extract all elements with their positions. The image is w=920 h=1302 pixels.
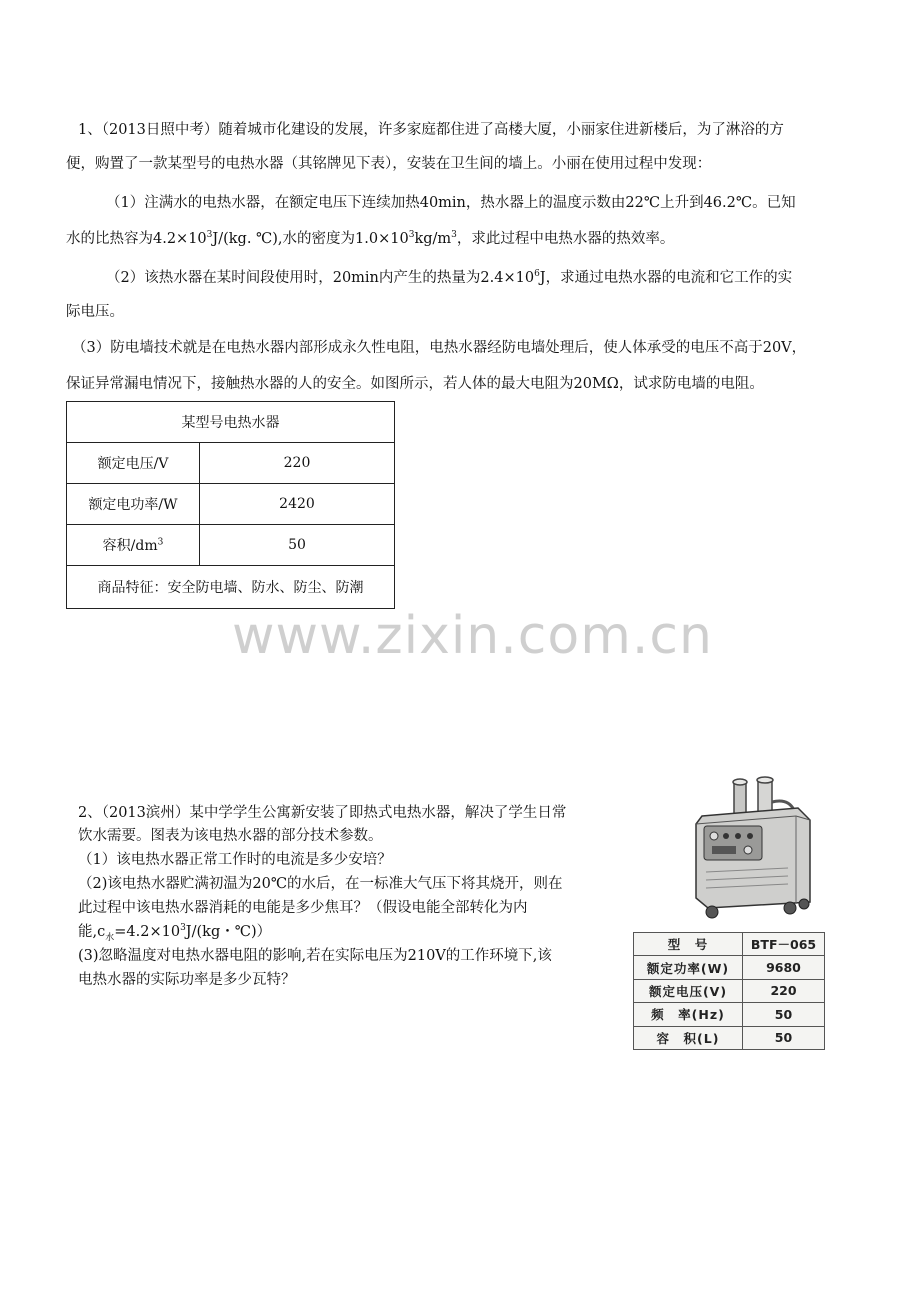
nameplate-footer: 商品特征：安全防电墙、防水、防尘、防潮 — [67, 566, 395, 609]
q1-sub2-line-2: 际电压。 — [66, 304, 124, 320]
watermark: www.zixin.com.cn — [232, 606, 713, 666]
spec-label: 容 积(L) — [634, 1026, 743, 1049]
spec-label: 频 率(Hz) — [634, 1003, 743, 1026]
spec-value: 9680 — [743, 956, 825, 979]
spec-label: 额定电压(V) — [634, 979, 743, 1002]
spec-value: BTF－065 — [743, 933, 825, 956]
q2-line-1: 2、（2013滨州）某中学学生公寓新安装了即热式电热水器，解决了学生日常 — [78, 805, 567, 821]
nameplate-table — [66, 401, 395, 609]
nameplate-label: 额定电功率/W — [67, 484, 200, 525]
q1-sub2-line-1: （2）该热水器在某时间段使用时，20min内产生的热量为$2.4\times 10^6J$，求通过电热水器的电流和它工作的实 — [106, 269, 793, 286]
q2-sub3-line-1: (3)忽略温度对电热水器电阻的影响,若在实际电压为210V的工作环境下,该 — [78, 948, 552, 964]
spec-label: 型 号 — [634, 933, 743, 956]
nameplate-value: 220 — [200, 443, 395, 484]
spec-value: 50 — [743, 1003, 825, 1026]
spec-value: 220 — [743, 979, 825, 1002]
nameplate-value: 2420 — [200, 484, 395, 525]
q2-line-2: 饮水需要。图表为该电热水器的部分技术参数。 — [78, 828, 383, 844]
nameplate-value: 50 — [200, 525, 395, 566]
spec-value: 50 — [743, 1026, 825, 1049]
q1-sub1-line-1: （1）注满水的电热水器，在额定电压下连续加热40min，热水器上的温度示数由22℃上升到46.2℃。已知 — [106, 195, 796, 211]
spec-label: 额定功率(W) — [634, 956, 743, 979]
q1-sub3-line-2: 保证异常漏电情况下，接触热水器的人的安全。如图所示，若人体的最大电阻为20MΩ，试求防电墙的电阻。 — [66, 376, 764, 392]
nameplate-label: 容积$/dm^3$ — [67, 525, 200, 566]
q1-sub1-line-2: 水的比热容为$4.2\times 10^3J/(kg$. ℃),水的密度为$1.0\times 10^3kg/m^3$，求此过程中电热水器的热效率。 — [66, 230, 675, 247]
q1-line-1: 1、（2013日照中考）随着城市化建设的发展，许多家庭都住进了高楼大厦，小丽家住进新楼后，为了淋浴的方 — [78, 122, 784, 138]
q2-sub2-line-1: （2)该电热水器贮满初温为20℃的水后，在一标准大气压下将其烧开，则在 — [78, 876, 563, 892]
q2-sub1: （1）该电热水器正常工作时的电流是多少安培？ — [78, 852, 392, 868]
spec-table — [633, 932, 825, 1050]
q1-sub3-line-1: （3）防电墙技术就是在电热水器内部形成永久性电阻，电热水器经防电墙处理后，使人体承受的电压不高于20V， — [72, 340, 807, 356]
water-heater-image — [688, 776, 818, 924]
q1-line-2: 便，购置了一款某型号的电热水器（其铭牌见下表），安装在卫生间的墙上。小丽在使用过程中发现： — [66, 156, 712, 172]
nameplate-title: 某型号电热水器 — [67, 402, 395, 443]
q2-sub3-line-2: 电热水器的实际功率是多少瓦特？ — [78, 972, 296, 988]
nameplate-label: 额定电压/V — [67, 443, 200, 484]
q2-sub2-line-2: 此过程中该电热水器消耗的电能是多少焦耳？（假设电能全部转化为内 — [78, 900, 528, 916]
q2-sub2-line-3: 能$,c_水=4.2\times 10^3J/(kg$・℃)） — [78, 923, 272, 943]
